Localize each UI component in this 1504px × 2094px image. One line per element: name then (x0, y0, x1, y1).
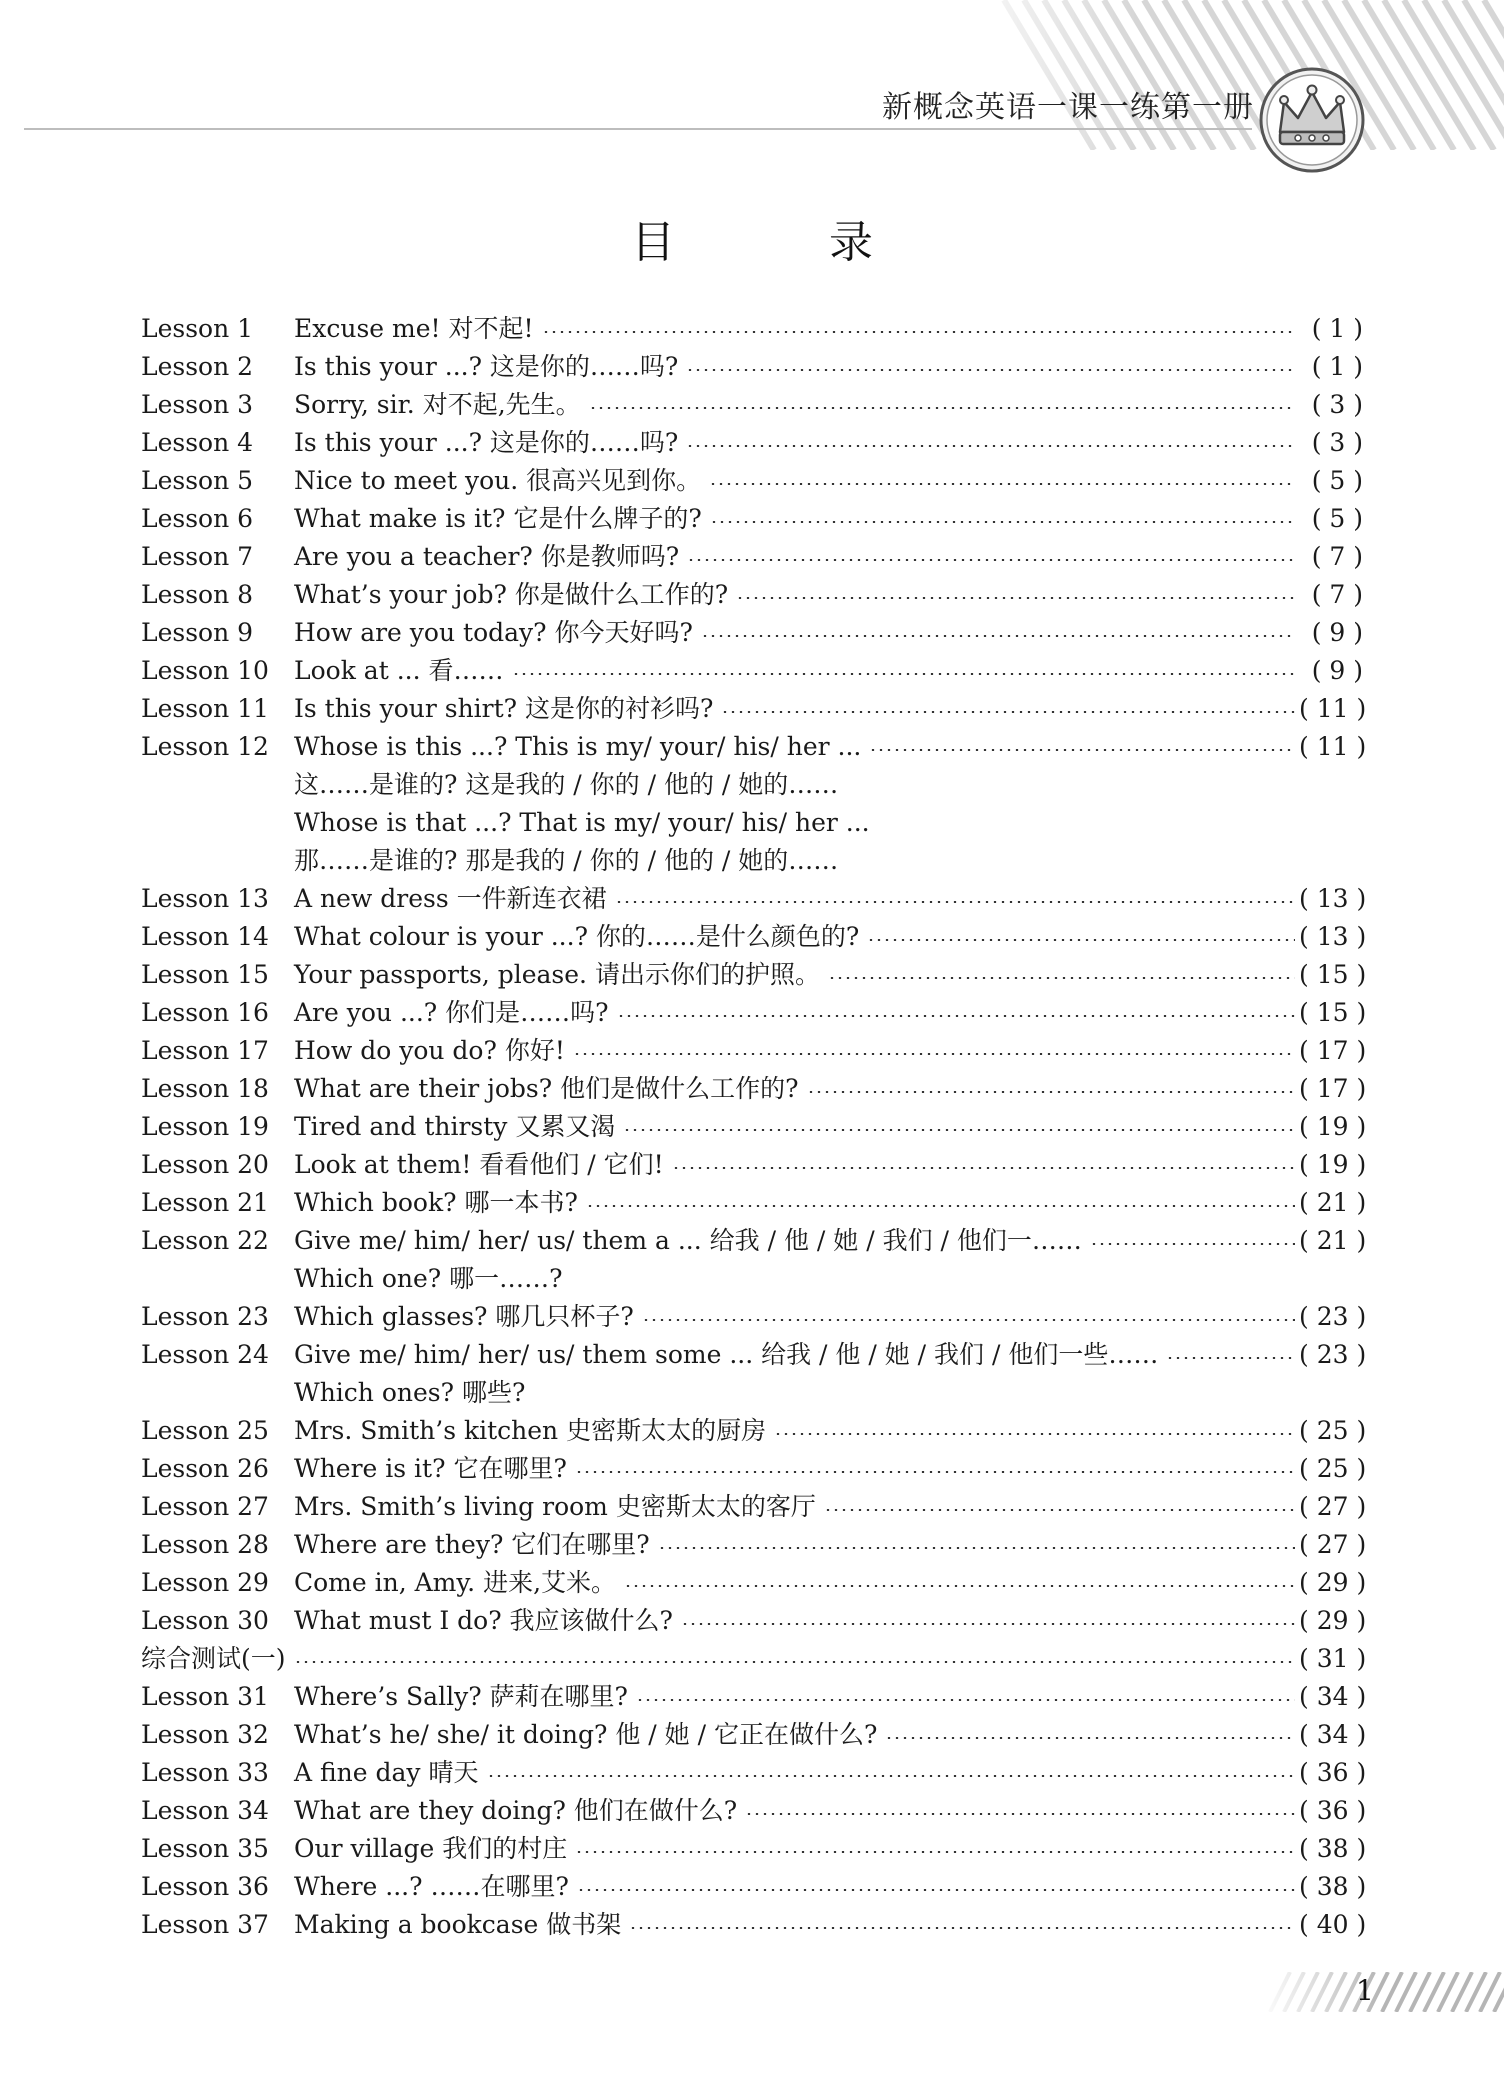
toc-lesson-label: Lesson 12 (141, 732, 269, 761)
toc-lesson-title: A fine day 晴天 (294, 1758, 479, 1787)
toc-lesson-title: Mrs. Smith’s kitchen 史密斯太太的厨房 (294, 1416, 767, 1445)
toc-lesson-label: Lesson 15 (141, 960, 269, 989)
toc-leader-dots (686, 369, 1295, 371)
toc-entry (141, 1222, 1367, 1260)
toc-page-number: ( 13 ) (1299, 922, 1367, 951)
toc-lesson-label: Lesson 21 (141, 1188, 269, 1217)
toc-lesson-title: Whose is that ...? That is my/ your/ his/ her ... (294, 808, 870, 837)
toc-leader-dots (745, 1813, 1295, 1815)
toc-leader-dots (615, 901, 1295, 903)
toc-page-number: ( 11 ) (1299, 694, 1367, 723)
toc-entry (141, 1906, 1367, 1944)
toc-entry (141, 918, 1367, 956)
toc-entry (141, 310, 1363, 348)
toc-leader-dots (658, 1547, 1295, 1549)
toc-entry (141, 690, 1367, 728)
header-rule (24, 128, 1252, 130)
toc-lesson-title: Are you ...? 你们是……吗? (294, 998, 609, 1027)
toc-lesson-title: Tired and thirsty 又累又渴 (294, 1112, 616, 1141)
toc-lesson-label: Lesson 24 (141, 1340, 269, 1369)
toc-lesson-label: Lesson 6 (141, 504, 254, 533)
toc-lesson-label: Lesson 23 (141, 1302, 269, 1331)
toc-entry (141, 576, 1363, 614)
toc-page-number: ( 3 ) (1311, 428, 1363, 457)
toc-lesson-title: Where are they? 它们在哪里? (294, 1530, 650, 1559)
toc-page-number: ( 34 ) (1299, 1720, 1367, 1749)
toc-lesson-label: Lesson 3 (141, 390, 254, 419)
toc-lesson-label: Lesson 9 (141, 618, 254, 647)
toc-entry (141, 994, 1367, 1032)
toc-lesson-title: What must I do? 我应该做什么? (294, 1606, 673, 1635)
toc-page-number: ( 36 ) (1299, 1796, 1367, 1825)
toc-subline (141, 1260, 1363, 1298)
toc-page-number: ( 38 ) (1299, 1834, 1367, 1863)
toc-lesson-title: Is this your shirt? 这是你的衬衫吗? (294, 694, 714, 723)
toc-lesson-title: What’s he/ she/ it doing? 他 / 她 / 它正在做什么? (294, 1720, 878, 1749)
toc-entry (141, 956, 1367, 994)
toc-lesson-label: Lesson 20 (141, 1150, 269, 1179)
toc-entry (141, 1298, 1367, 1336)
toc-lesson-label: Lesson 33 (141, 1758, 269, 1787)
toc-page-number: ( 1 ) (1311, 314, 1363, 343)
toc-lesson-label: Lesson 1 (141, 314, 254, 343)
toc-lesson-title: Give me/ him/ her/ us/ them some ... 给我 / 他 / 她 / 我们 / 他们一些…… (294, 1340, 1159, 1369)
toc-leader-dots (577, 1889, 1295, 1891)
toc-subline (141, 842, 1363, 880)
toc-entry (141, 1640, 1367, 1678)
toc-entry (141, 1564, 1367, 1602)
toc-page-number: ( 7 ) (1311, 542, 1363, 571)
toc-page-number: ( 15 ) (1299, 960, 1367, 989)
toc-entry (141, 386, 1363, 424)
toc-page-number: ( 9 ) (1311, 618, 1363, 647)
toc-page-number: ( 5 ) (1311, 504, 1363, 533)
toc-leader-dots (686, 445, 1295, 447)
toc-lesson-label: Lesson 4 (141, 428, 254, 457)
toc-entry (141, 1868, 1367, 1906)
toc-entry (141, 1108, 1367, 1146)
toc-page-number: ( 31 ) (1299, 1644, 1367, 1673)
toc-lesson-title: How do you do? 你好! (294, 1036, 565, 1065)
toc-lesson-title: What’s your job? 你是做什么工作的? (294, 580, 729, 609)
toc-page-number: ( 17 ) (1299, 1074, 1367, 1103)
toc-leader-dots (623, 1129, 1295, 1131)
toc-lesson-title: A new dress 一件新连衣裙 (294, 884, 607, 913)
toc-entry (141, 614, 1363, 652)
toc-leader-dots (573, 1053, 1295, 1055)
toc-leader-dots (586, 1205, 1295, 1207)
toc-lesson-label: Lesson 30 (141, 1606, 269, 1635)
toc-lesson-title: 那……是谁的? 那是我的 / 你的 / 他的 / 她的…… (294, 846, 839, 875)
toc-lesson-title: Give me/ him/ her/ us/ them a ... 给我 / 他 / 她 / 我们 / 他们一…… (294, 1226, 1082, 1255)
toc-page-number: ( 27 ) (1299, 1530, 1367, 1559)
table-of-contents (141, 310, 1367, 1944)
toc-lesson-label: Lesson 31 (141, 1682, 269, 1711)
toc-lesson-title: What are they doing? 他们在做什么? (294, 1796, 738, 1825)
toc-lesson-label: Lesson 14 (141, 922, 269, 951)
toc-lesson-label: Lesson 10 (141, 656, 269, 685)
toc-page-number: ( 21 ) (1299, 1188, 1367, 1217)
toc-lesson-title: Making a bookcase 做书架 (294, 1910, 622, 1939)
toc-lesson-title: What are their jobs? 他们是做什么工作的? (294, 1074, 799, 1103)
toc-lesson-label: Lesson 22 (141, 1226, 269, 1255)
toc-leader-dots (589, 407, 1295, 409)
toc-entry (141, 1184, 1367, 1222)
page-title: 目 录 (631, 217, 943, 268)
toc-page-number: ( 29 ) (1299, 1568, 1367, 1597)
toc-leader-dots (709, 483, 1295, 485)
toc-leader-dots (869, 749, 1295, 751)
toc-lesson-label: Lesson 37 (141, 1910, 269, 1939)
toc-lesson-title: Come in, Amy. 进来,艾米。 (294, 1568, 617, 1597)
toc-lesson-label: Lesson 35 (141, 1834, 269, 1863)
toc-page-number: ( 25 ) (1299, 1416, 1367, 1445)
toc-subline (141, 766, 1363, 804)
toc-subline (141, 1374, 1363, 1412)
toc-lesson-label: Lesson 5 (141, 466, 254, 495)
toc-leader-dots (687, 559, 1295, 561)
toc-lesson-title: Is this your ...? 这是你的……吗? (294, 352, 679, 381)
toc-lesson-label: Lesson 32 (141, 1720, 269, 1749)
toc-leader-dots (629, 1927, 1295, 1929)
toc-entry (141, 728, 1367, 766)
toc-leader-dots (1090, 1243, 1295, 1245)
toc-lesson-label: Lesson 11 (141, 694, 269, 723)
toc-lesson-title: Which ones? 哪些? (294, 1378, 526, 1407)
toc-lesson-title: Where’s Sally? 萨莉在哪里? (294, 1682, 628, 1711)
toc-leader-dots (617, 1015, 1295, 1017)
page-number: 1 (1356, 1974, 1374, 2007)
toc-page-number: ( 17 ) (1299, 1036, 1367, 1065)
toc-page-number: ( 19 ) (1299, 1112, 1367, 1141)
toc-lesson-label: Lesson 27 (141, 1492, 269, 1521)
toc-entry (141, 1146, 1367, 1184)
toc-leader-dots (575, 1851, 1295, 1853)
toc-leader-dots (824, 1509, 1295, 1511)
toc-entry (141, 1450, 1367, 1488)
toc-leader-dots (1166, 1357, 1295, 1359)
toc-leader-dots (885, 1737, 1295, 1739)
toc-lesson-title: Look at ... 看…… (294, 656, 504, 685)
toc-leader-dots (710, 521, 1295, 523)
toc-entry (141, 1070, 1367, 1108)
toc-leader-dots (681, 1623, 1295, 1625)
toc-page-number: ( 36 ) (1299, 1758, 1367, 1787)
toc-lesson-title: Which book? 哪一本书? (294, 1188, 578, 1217)
toc-lesson-label: Lesson 13 (141, 884, 269, 913)
toc-lesson-title: Look at them! 看看他们 / 它们! (294, 1150, 664, 1179)
toc-lesson-title: Whose is this ...? This is my/ your/ his/ her ... (294, 732, 862, 761)
toc-entry (141, 1412, 1367, 1450)
toc-lesson-label: Lesson 26 (141, 1454, 269, 1483)
toc-lesson-title: Sorry, sir. 对不起,先生。 (294, 390, 581, 419)
toc-lesson-label: Lesson 18 (141, 1074, 269, 1103)
toc-page-number: ( 25 ) (1299, 1454, 1367, 1483)
toc-page-number: ( 3 ) (1311, 390, 1363, 419)
toc-lesson-title: Are you a teacher? 你是教师吗? (294, 542, 680, 571)
toc-lesson-label: Lesson 19 (141, 1112, 269, 1141)
crown-icon (1258, 66, 1366, 174)
toc-lesson-label: Lesson 28 (141, 1530, 269, 1559)
toc-page-number: ( 19 ) (1299, 1150, 1367, 1179)
toc-page-number: ( 13 ) (1299, 884, 1367, 913)
toc-section-title: 综合测试(一) (141, 1644, 286, 1673)
toc-lesson-label: Lesson 2 (141, 352, 254, 381)
toc-leader-dots (575, 1471, 1295, 1473)
toc-page-number: ( 1 ) (1311, 352, 1363, 381)
toc-entry (141, 1602, 1367, 1640)
toc-entry (141, 1792, 1367, 1830)
toc-page-number: ( 29 ) (1299, 1606, 1367, 1635)
toc-page-number: ( 40 ) (1299, 1910, 1367, 1939)
toc-entry (141, 1032, 1367, 1070)
toc-leader-dots (624, 1585, 1295, 1587)
toc-leader-dots (636, 1699, 1295, 1701)
toc-lesson-title: Nice to meet you. 很高兴见到你。 (294, 466, 702, 495)
toc-lesson-title: Which one? 哪一……? (294, 1264, 563, 1293)
toc-lesson-label: Lesson 29 (141, 1568, 269, 1597)
toc-page-number: ( 5 ) (1311, 466, 1363, 495)
toc-lesson-title: Where is it? 它在哪里? (294, 1454, 567, 1483)
toc-entry (141, 1716, 1367, 1754)
toc-leader-dots (721, 711, 1295, 713)
toc-subline (141, 804, 1363, 842)
toc-lesson-title: What make is it? 它是什么牌子的? (294, 504, 702, 533)
toc-entry (141, 1488, 1367, 1526)
toc-entry (141, 1678, 1367, 1716)
toc-lesson-label: Lesson 7 (141, 542, 254, 571)
toc-lesson-title: Where ...? ……在哪里? (294, 1872, 569, 1901)
toc-page-number: ( 23 ) (1299, 1302, 1367, 1331)
toc-lesson-title: Is this your ...? 这是你的……吗? (294, 428, 679, 457)
toc-entry (141, 1526, 1367, 1564)
toc-leader-dots (642, 1319, 1295, 1321)
toc-page-number: ( 7 ) (1311, 580, 1363, 609)
toc-leader-dots (774, 1433, 1295, 1435)
toc-page-number: ( 15 ) (1299, 998, 1367, 1027)
toc-page-number: ( 9 ) (1311, 656, 1363, 685)
toc-entry (141, 500, 1363, 538)
toc-leader-dots (828, 977, 1295, 979)
toc-lesson-label: Lesson 36 (141, 1872, 269, 1901)
toc-entry (141, 652, 1363, 690)
toc-lesson-title: Which glasses? 哪几只杯子? (294, 1302, 634, 1331)
toc-lesson-label: Lesson 17 (141, 1036, 269, 1065)
toc-page-number: ( 21 ) (1299, 1226, 1367, 1255)
toc-page-number: ( 23 ) (1299, 1340, 1367, 1369)
toc-entry (141, 1336, 1367, 1374)
toc-lesson-title: Your passports, please. 请出示你们的护照。 (294, 960, 820, 989)
toc-leader-dots (701, 635, 1295, 637)
toc-leader-dots (807, 1091, 1295, 1093)
toc-entry (141, 348, 1363, 386)
toc-entry (141, 462, 1363, 500)
toc-page-number: ( 11 ) (1299, 732, 1367, 761)
toc-lesson-label: Lesson 25 (141, 1416, 269, 1445)
toc-lesson-title: Mrs. Smith’s living room 史密斯太太的客厅 (294, 1492, 816, 1521)
toc-page-number: ( 34 ) (1299, 1682, 1367, 1711)
toc-lesson-title: What colour is your ...? 你的……是什么颜色的? (294, 922, 860, 951)
book-title: 新概念英语一课一练第一册 (882, 90, 1254, 125)
toc-lesson-title: 这……是谁的? 这是我的 / 你的 / 他的 / 她的…… (294, 770, 839, 799)
toc-lesson-title: Excuse me! 对不起! (294, 314, 534, 343)
toc-lesson-label: Lesson 16 (141, 998, 269, 1027)
toc-page-number: ( 27 ) (1299, 1492, 1367, 1521)
toc-leader-dots (294, 1661, 1295, 1663)
footer-stripes-decoration (1260, 1972, 1504, 2012)
toc-lesson-label: Lesson 8 (141, 580, 254, 609)
toc-leader-dots (542, 331, 1295, 333)
toc-page-number: ( 38 ) (1299, 1872, 1367, 1901)
toc-leader-dots (487, 1775, 1296, 1777)
toc-entry (141, 1830, 1367, 1868)
toc-leader-dots (867, 939, 1295, 941)
toc-leader-dots (512, 673, 1296, 675)
toc-entry (141, 1754, 1367, 1792)
toc-lesson-title: Our village 我们的村庄 (294, 1834, 568, 1863)
toc-entry (141, 424, 1363, 462)
toc-entry (141, 880, 1367, 918)
toc-lesson-label: Lesson 34 (141, 1796, 269, 1825)
toc-leader-dots (672, 1167, 1295, 1169)
toc-leader-dots (736, 597, 1295, 599)
toc-lesson-title: How are you today? 你今天好吗? (294, 618, 693, 647)
toc-entry (141, 538, 1363, 576)
